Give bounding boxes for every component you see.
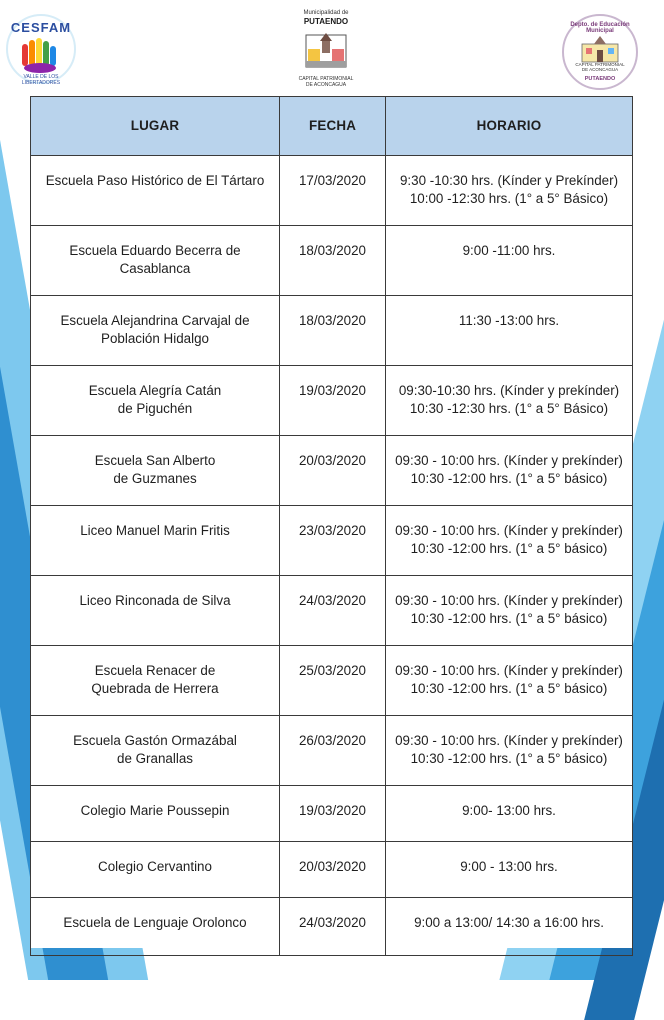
table-row [31, 506, 633, 576]
lugar-line: Casablanca [119, 261, 191, 276]
horario-line: 9:00 - 13:00 hrs. [460, 859, 558, 874]
school-building-icon [580, 34, 620, 64]
fecha-text: 23/03/2020 [298, 523, 367, 538]
cell-horario [386, 716, 633, 786]
table-row [31, 898, 633, 956]
fecha-text: 19/03/2020 [298, 383, 367, 398]
table-row [31, 576, 633, 646]
cell-fecha [280, 576, 386, 646]
cell-fecha [280, 842, 386, 898]
cell-horario [386, 898, 633, 956]
lugar-line: Escuela Gastón Ormazábal [73, 733, 237, 748]
table-row [31, 842, 633, 898]
header-lugar: LUGAR [31, 97, 280, 156]
municipalidad-name: PUTAENDO [303, 17, 349, 26]
horario-line: 09:30 - 10:00 hrs. (Kínder y prekínder) [395, 733, 623, 748]
cell-fecha [280, 366, 386, 436]
horario-line: 09:30 - 10:00 hrs. (Kínder y prekínder) [395, 453, 623, 468]
table-row [31, 366, 633, 436]
hands-icon [20, 38, 60, 74]
municipalidad-caption-1: CAPITAL PATRIMONIAL [298, 76, 354, 82]
educacion-logo-top: Depto. de Educación Municipal [570, 22, 630, 34]
header-horario: HORARIO [386, 97, 633, 156]
lugar-line: Quebrada de Herrera [91, 681, 219, 696]
fecha-text: 18/03/2020 [298, 243, 367, 258]
cell-lugar [31, 898, 280, 956]
municipalidad-caption-2: DE ACONCAGUA [305, 82, 347, 88]
fecha-text: 20/03/2020 [298, 859, 367, 874]
cell-lugar [31, 296, 280, 366]
cell-horario [386, 646, 633, 716]
cell-lugar [31, 156, 280, 226]
cell-lugar [31, 366, 280, 436]
cell-fecha [280, 226, 386, 296]
horario-line: 10:30 -12:00 hrs. (1° a 5° básico) [410, 611, 608, 626]
educacion-caption-2: DE ACONCAGUA [581, 67, 619, 72]
cell-horario [386, 366, 633, 436]
table-row [31, 226, 633, 296]
lugar-line: Escuela San Alberto [94, 453, 216, 468]
table-row [31, 646, 633, 716]
lugar-line: Población Hidalgo [101, 331, 209, 346]
cell-horario [386, 156, 633, 226]
cell-lugar [31, 716, 280, 786]
fecha-text: 19/03/2020 [298, 803, 367, 818]
cell-lugar [31, 506, 280, 576]
cell-fecha [280, 716, 386, 786]
schedule-table-container [30, 96, 632, 948]
fecha-text: 24/03/2020 [298, 593, 367, 608]
cell-lugar [31, 842, 280, 898]
horario-line: 09:30 - 10:00 hrs. (Kínder y prekínder) [395, 593, 623, 608]
lugar-line: Colegio Cervantino [98, 859, 212, 874]
municipalidad-logo [292, 10, 360, 92]
cell-lugar [31, 646, 280, 716]
table-body [31, 156, 633, 956]
cell-horario [386, 226, 633, 296]
lugar-line: de Piguchén [117, 401, 193, 416]
town-building-icon [304, 29, 348, 69]
page-header [0, 0, 664, 96]
header-fecha: FECHA [280, 97, 386, 156]
fecha-text: 20/03/2020 [298, 453, 367, 468]
lugar-line: Escuela de Lenguaje Orolonco [63, 915, 247, 930]
horario-line: 10:30 -12:00 hrs. (1° a 5° básico) [410, 541, 608, 556]
fecha-text: 24/03/2020 [298, 915, 367, 930]
fecha-text: 17/03/2020 [298, 173, 367, 188]
lugar-line: Colegio Marie Poussepin [80, 803, 230, 818]
municipalidad-label: Municipalidad de [303, 10, 349, 16]
cell-fecha [280, 646, 386, 716]
horario-line: 09:30 - 10:00 hrs. (Kínder y prekínder) [395, 523, 623, 538]
horario-line: 9:00 -11:00 hrs. [462, 243, 556, 258]
table-header-row [31, 97, 633, 156]
horario-line: 09:30-10:30 hrs. (Kínder y prekínder) [398, 383, 620, 398]
lugar-line: Liceo Rinconada de Silva [79, 593, 231, 608]
horario-line: 10:30 -12:30 hrs. (1° a 5° Básico) [409, 401, 609, 416]
cell-horario [386, 576, 633, 646]
fecha-text: 18/03/2020 [298, 313, 367, 328]
lugar-line: de Granallas [117, 751, 193, 766]
educacion-caption-1: CAPITAL PATRIMONIAL [575, 62, 625, 67]
fecha-text: 25/03/2020 [298, 663, 367, 678]
table-row [31, 296, 633, 366]
table-row [31, 716, 633, 786]
cesfam-logo [6, 14, 76, 88]
lugar-line: Liceo Manuel Marin Fritis [80, 523, 230, 538]
cell-fecha [280, 786, 386, 842]
cell-lugar [31, 786, 280, 842]
lugar-line: Escuela Alejandrina Carvajal de [60, 313, 250, 328]
horario-line: 9:00- 13:00 hrs. [462, 803, 556, 818]
cell-fecha [280, 898, 386, 956]
horario-line: 9:00 a 13:00/ 14:30 a 16:00 hrs. [414, 915, 604, 930]
cell-lugar [31, 226, 280, 296]
cell-horario [386, 842, 633, 898]
horario-line: 9:30 -10:30 hrs. (Kínder y Prekínder) [399, 173, 619, 188]
lugar-line: Escuela Paso Histórico de El Tártaro [45, 173, 265, 188]
cell-horario [386, 786, 633, 842]
lugar-line: Escuela Renacer de [94, 663, 216, 678]
cell-fecha [280, 506, 386, 576]
horario-line: 10:00 -12:30 hrs. (1° a 5° Básico) [409, 191, 609, 206]
lugar-line: Escuela Alegría Catán [88, 383, 222, 398]
cell-fecha [280, 156, 386, 226]
horario-line: 10:30 -12:00 hrs. (1° a 5° básico) [410, 751, 608, 766]
cell-lugar [31, 436, 280, 506]
cesfam-logo-subtitle: VALLE DE LOS LIBERTADORES [21, 74, 61, 86]
lugar-line: Escuela Eduardo Becerra de [69, 243, 241, 258]
cell-horario [386, 506, 633, 576]
cell-horario [386, 296, 633, 366]
table-row [31, 156, 633, 226]
schedule-table [30, 96, 633, 956]
table-row [31, 786, 633, 842]
fecha-text: 26/03/2020 [298, 733, 367, 748]
educacion-logo [562, 14, 638, 90]
horario-line: 11:30 -13:00 hrs. [458, 313, 560, 328]
lugar-line: de Guzmanes [113, 471, 197, 486]
horario-line: 10:30 -12:00 hrs. (1° a 5° básico) [410, 471, 608, 486]
educacion-logo-bottom: PUTAENDO [584, 76, 616, 82]
cell-fecha [280, 436, 386, 506]
cell-horario [386, 436, 633, 506]
cell-lugar [31, 576, 280, 646]
cell-fecha [280, 296, 386, 366]
horario-line: 10:30 -12:00 hrs. (1° a 5° básico) [410, 681, 608, 696]
cesfam-logo-title: CESFAM [10, 20, 72, 35]
horario-line: 09:30 - 10:00 hrs. (Kínder y prekínder) [395, 663, 623, 678]
table-row [31, 436, 633, 506]
